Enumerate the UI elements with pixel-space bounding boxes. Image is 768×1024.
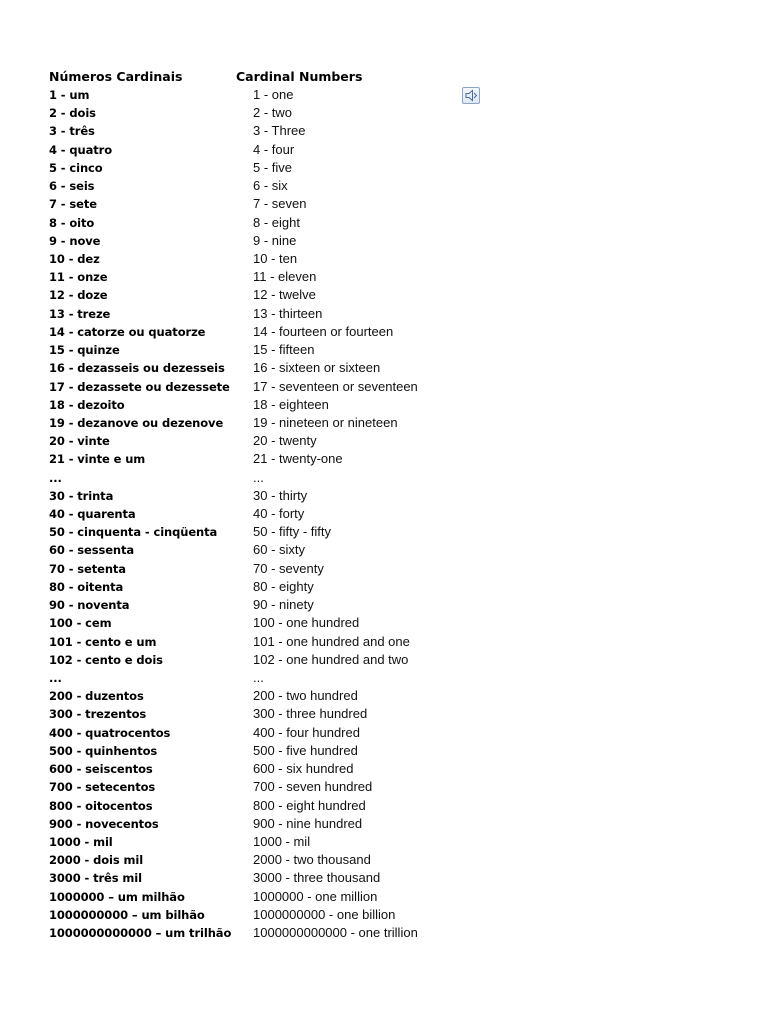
- list-item: [0, 123, 768, 141]
- english-number: 1 - one: [253, 87, 294, 102]
- english-number: 19 - nineteen or nineteen: [253, 414, 398, 430]
- list-item: [0, 761, 768, 779]
- english-number: 500 - five hundred: [253, 742, 358, 758]
- list-item: [0, 415, 768, 433]
- portuguese-number: 7 - sete: [49, 197, 97, 212]
- english-number: 30 - thirty: [253, 487, 308, 503]
- list-item: [0, 506, 768, 524]
- list-item: [0, 816, 768, 834]
- list-item: [0, 488, 768, 506]
- english-number: 20 - twenty: [253, 433, 317, 449]
- list-item: [0, 524, 768, 542]
- portuguese-number: 100 - cem: [49, 616, 112, 631]
- english-number: 300 - three hundred: [253, 706, 368, 722]
- list-item: [0, 160, 768, 178]
- list-item: [0, 105, 768, 123]
- english-number: 400 - four hundred: [253, 724, 360, 740]
- english-number: 3000 - three thousand: [253, 870, 381, 886]
- english-number: 1000000 - one million: [253, 888, 378, 904]
- english-number: 18 - eighteen: [253, 396, 329, 412]
- portuguese-number: 15 - quinze: [49, 343, 120, 358]
- english-number: 2 - two: [253, 105, 293, 121]
- english-number: 16 - sixteen or sixteen: [253, 360, 381, 376]
- english-number: 7 - seven: [253, 196, 307, 212]
- list-item: [0, 470, 768, 488]
- list-item: [0, 542, 768, 560]
- list-item: [0, 360, 768, 378]
- list-item: [0, 178, 768, 196]
- english-number: 60 - sixty: [253, 542, 306, 558]
- portuguese-number: 20 - vinte: [49, 434, 110, 449]
- list-item: [0, 725, 768, 743]
- portuguese-number: 9 - nove: [49, 233, 101, 248]
- portuguese-number: 13 - treze: [49, 306, 111, 321]
- portuguese-number: 200 - duzentos: [49, 689, 144, 704]
- english-number: 3 - Three: [253, 123, 306, 139]
- portuguese-number: 30 - trinta: [49, 488, 114, 503]
- list-item: [0, 889, 768, 907]
- portuguese-number: 101 - cento e um: [49, 634, 157, 649]
- english-number: 80 - eighty: [253, 578, 314, 594]
- list-item: [0, 379, 768, 397]
- header-english: Cardinal Numbers: [236, 69, 363, 84]
- english-number: 101 - one hundred and one: [253, 633, 410, 649]
- portuguese-number: 80 - oitenta: [49, 579, 124, 594]
- list-item: [0, 451, 768, 469]
- list-item: [0, 196, 768, 214]
- list-item: [0, 287, 768, 305]
- english-number: 17 - seventeen or seventeen: [253, 378, 418, 394]
- list-item: [0, 615, 768, 633]
- list-item: [0, 251, 768, 269]
- portuguese-number: 2 - dois: [49, 106, 96, 121]
- portuguese-number: 16 - dezasseis ou dezesseis: [49, 361, 225, 376]
- english-number: 100 - one hundred: [253, 615, 360, 631]
- list-item: [0, 634, 768, 652]
- english-number: 4 - four: [253, 141, 295, 157]
- portuguese-number: 2000 - dois mil: [49, 853, 144, 868]
- portuguese-number: 800 - oitocentos: [49, 798, 153, 813]
- english-number: 200 - two hundred: [253, 688, 358, 704]
- english-number: 800 - eight hundred: [253, 797, 366, 813]
- portuguese-number: 19 - dezanove ou dezenove: [49, 415, 224, 430]
- number-list: [0, 87, 768, 943]
- portuguese-number: 1000000000 – um bilhão: [49, 907, 205, 922]
- portuguese-number: ...: [49, 470, 62, 485]
- english-number: 50 - fifty - fifty: [253, 524, 332, 540]
- portuguese-number: 300 - trezentos: [49, 707, 147, 722]
- english-number: ...: [253, 670, 264, 685]
- english-number: 1000 - mil: [253, 833, 311, 849]
- english-number: 1000000000000 - one trillion: [253, 925, 418, 941]
- list-item: [0, 597, 768, 615]
- portuguese-number: 70 - setenta: [49, 561, 126, 576]
- portuguese-number: 1000 - mil: [49, 834, 113, 849]
- list-item: [0, 652, 768, 670]
- english-number: 13 - thirteen: [253, 305, 323, 321]
- english-number: 21 - twenty-one: [253, 451, 343, 467]
- english-number: 600 - six hundred: [253, 761, 354, 777]
- english-number: 14 - fourteen or fourteen: [253, 323, 394, 339]
- portuguese-number: 90 - noventa: [49, 598, 130, 613]
- portuguese-number: 102 - cento e dois: [49, 652, 163, 667]
- list-item: [0, 579, 768, 597]
- english-number: 9 - nine: [253, 232, 297, 248]
- header-portuguese: Números Cardinais: [49, 69, 183, 84]
- list-item: [0, 397, 768, 415]
- english-number: 15 - fifteen: [253, 342, 315, 358]
- portuguese-number: 3000 - três mil: [49, 871, 142, 886]
- list-item: [0, 342, 768, 360]
- list-item: [0, 706, 768, 724]
- portuguese-number: 3 - três: [49, 124, 95, 139]
- portuguese-number: 17 - dezassete ou dezessete: [49, 379, 230, 394]
- portuguese-number: 10 - dez: [49, 251, 100, 266]
- portuguese-number: 5 - cinco: [49, 160, 103, 175]
- english-number: 700 - seven hundred: [253, 779, 373, 795]
- portuguese-number: 400 - quatrocentos: [49, 725, 171, 740]
- english-number: 6 - six: [253, 178, 288, 194]
- portuguese-number: 8 - oito: [49, 215, 95, 230]
- english-number: ...: [253, 469, 264, 485]
- list-item: [0, 561, 768, 579]
- portuguese-number: 4 - quatro: [49, 142, 113, 157]
- list-item: [0, 798, 768, 816]
- list-item: [0, 233, 768, 251]
- list-item: [0, 87, 768, 105]
- portuguese-number: 700 - setecentos: [49, 780, 156, 795]
- portuguese-number: 12 - doze: [49, 288, 108, 303]
- list-item: [0, 215, 768, 233]
- list-item: [0, 834, 768, 852]
- list-item: [0, 306, 768, 324]
- portuguese-number: 40 - quarenta: [49, 507, 136, 522]
- list-item: [0, 907, 768, 925]
- portuguese-number: 11 - onze: [49, 270, 108, 285]
- english-number: 70 - seventy: [253, 560, 324, 576]
- list-item: [0, 688, 768, 706]
- portuguese-number: 60 - sessenta: [49, 543, 135, 558]
- portuguese-number: 1 - um: [49, 88, 90, 102]
- list-item: [0, 743, 768, 761]
- portuguese-number: 900 - novecentos: [49, 816, 159, 831]
- portuguese-number: 6 - seis: [49, 179, 95, 194]
- portuguese-number: 21 - vinte e um: [49, 452, 146, 467]
- list-item: [0, 779, 768, 797]
- list-item: [0, 670, 768, 688]
- portuguese-number: ...: [49, 671, 62, 685]
- english-number: 12 - twelve: [253, 287, 316, 303]
- list-item: [0, 433, 768, 451]
- list-item: [0, 925, 768, 943]
- portuguese-number: 600 - seiscentos: [49, 762, 153, 777]
- portuguese-number: 500 - quinhentos: [49, 743, 158, 758]
- english-number: 900 - nine hundred: [253, 815, 363, 831]
- list-item: [0, 269, 768, 287]
- portuguese-number: 14 - catorze ou quatorze: [49, 324, 206, 339]
- english-number: 90 - ninety: [253, 597, 314, 613]
- list-item: [0, 852, 768, 870]
- portuguese-number: 50 - cinquenta - cinqüenta: [49, 525, 218, 540]
- english-number: 102 - one hundred and two: [253, 651, 409, 667]
- english-number: 2000 - two thousand: [253, 852, 371, 868]
- portuguese-number: 1000000000000 – um trilhão: [49, 926, 232, 941]
- portuguese-number: 18 - dezoito: [49, 397, 125, 412]
- portuguese-number: 1000000 – um milhão: [49, 889, 185, 904]
- english-number: 11 - eleven: [253, 269, 317, 285]
- list-item: [0, 142, 768, 160]
- list-item: [0, 324, 768, 342]
- english-number: 1000000000 - one billion: [253, 906, 396, 922]
- english-number: 10 - ten: [253, 250, 298, 266]
- english-number: 8 - eight: [253, 214, 300, 230]
- english-number: 5 - five: [253, 159, 293, 175]
- english-number: 40 - forty: [253, 506, 305, 522]
- list-item: [0, 870, 768, 888]
